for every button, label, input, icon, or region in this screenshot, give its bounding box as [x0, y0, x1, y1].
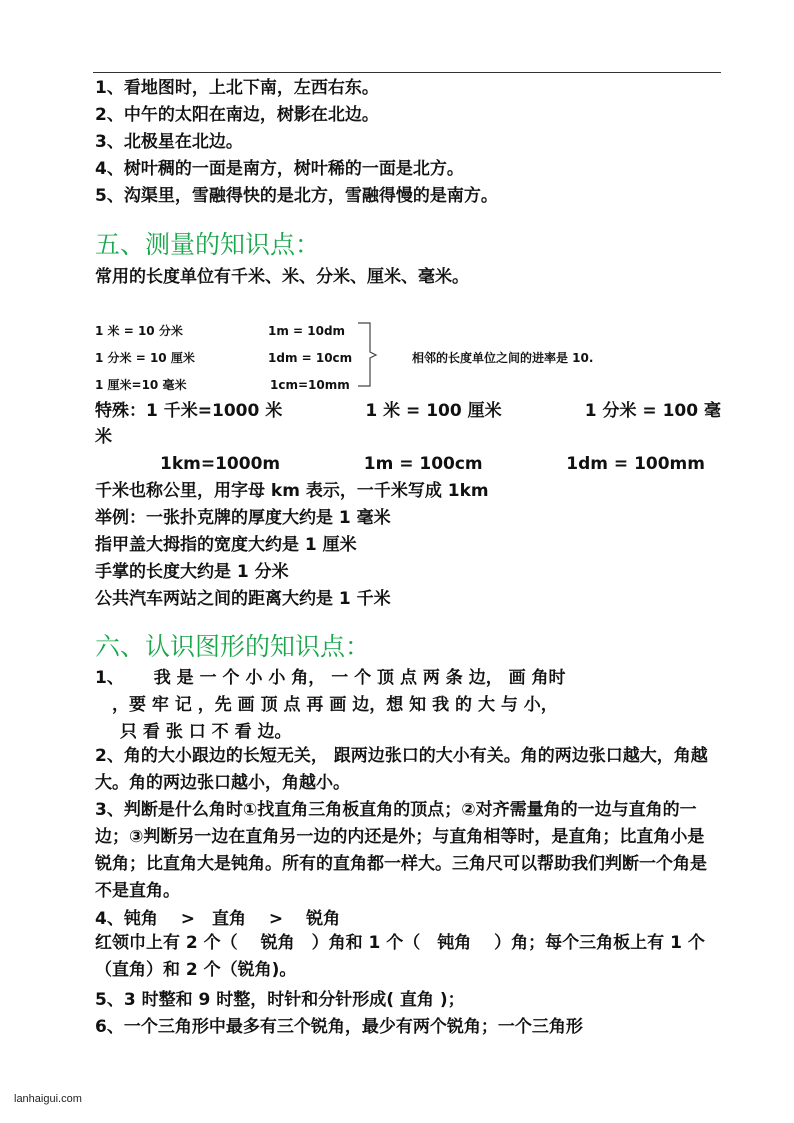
special-wrap: 米 — [95, 427, 112, 447]
section-heading-shapes: 六、认识图形的知识点： — [95, 632, 371, 661]
unit-conversion-cn: 1 分米 = 10 厘米 — [95, 351, 195, 365]
top-rule — [93, 72, 721, 73]
list-item: 3、北极星在北边。 — [95, 132, 243, 152]
poem-line-1 — [95, 667, 566, 689]
list-item: 2、中午的太阳在南边，树影在北边。 — [95, 105, 379, 125]
km-note: 千米也称公里，用字母 km 表示，一千米写成 1km — [95, 481, 489, 501]
special-conversion: 特殊：1 千米=1000 米 — [95, 401, 283, 421]
poem-text: 我 是 一 个 小 小 角， 一 个 顶 点 两 条 边， 画 角时 — [153, 668, 566, 688]
brace-icon — [356, 322, 380, 388]
list-item: 5、沟渠里，雪融得快的是北方，雪融得慢的是南方。 — [95, 186, 498, 206]
example-line: 指甲盖大拇指的宽度大约是 1 厘米 — [95, 535, 357, 555]
special-conversions-en — [160, 453, 705, 475]
example-line: 举例：一张扑克牌的厚度大约是 1 毫米 — [95, 508, 391, 528]
example-line: 手掌的长度大约是 1 分米 — [95, 562, 289, 582]
triangle-angles: 6、一个三角形中最多有三个锐角，最少有两个锐角；一个三角形 — [95, 1017, 583, 1037]
angle-order: 4、钝角 > 直角 > 锐角 — [95, 909, 341, 929]
red-scarf-example: 红领巾上有 2 个（ 锐角 ）角和 1 个（ 钝角 ）角；每个三角板上有 1 个（直角）和 2 个（锐角)。 — [95, 933, 705, 980]
clock-angle: 5、3 时整和 9 时整，时针和分针形成( 直角 )； — [95, 990, 465, 1010]
list-item: 1、看地图时，上北下南，左西右东。 — [95, 78, 379, 98]
rate-note: 相邻的长度单位之间的进率是 10. — [412, 351, 594, 365]
poem-line-2: ，要 牢 记 ，先 画 顶 点 再 画 边，想 知 我 的 大 与 小， — [112, 695, 558, 715]
poem-line-3: 只 看 张 口 不 看 边。 — [120, 722, 292, 742]
special-conversions — [95, 400, 721, 422]
special-conversion-en: 1km=1000m — [160, 454, 281, 474]
unit-conversion-cn: 1 厘米=10 毫米 — [95, 378, 187, 392]
special-conversion: 1 分米 = 100 毫 — [584, 401, 721, 421]
section-heading-measurement: 五、测量的知识点： — [95, 230, 321, 259]
footer-watermark: lanhaigui.com — [14, 1093, 82, 1105]
special-conversion-en: 1m = 100cm — [363, 454, 483, 474]
special-conversion-en: 1dm = 100mm — [566, 454, 705, 474]
unit-conversion-en: 1cm=10mm — [270, 378, 350, 392]
units-intro: 常用的长度单位有千米、米、分米、厘米、毫米。 — [95, 267, 469, 287]
poem-number: 1、 — [95, 668, 124, 688]
angle-size-rule: 2、角的大小跟边的长短无关， 跟两边张口的大小有关。角的两边张口越大，角越大。角的两边张口越小，角越小。 — [95, 746, 708, 793]
unit-conversion-en: 1m = 10dm — [268, 324, 346, 338]
unit-conversion-en: 1dm = 10cm — [268, 351, 353, 365]
special-conversion: 1 米 = 100 厘米 — [365, 401, 502, 421]
list-item: 4、树叶稠的一面是南方，树叶稀的一面是北方。 — [95, 159, 464, 179]
angle-judge-steps: 3、判断是什么角时①找直角三角板直角的顶点；②对齐需量角的一边与直角的一边；③判断另一边在直角另一边的内还是外；与直角相等时，是直角；比直角小是锐角；比直角大是钝角。所有的直角都一样大。三角尺可以帮助我们判断一个角是不是直角。 — [95, 800, 707, 901]
unit-conversion-cn: 1 米 = 10 分米 — [95, 324, 183, 338]
example-line: 公共汽车两站之间的距离大约是 1 千米 — [95, 589, 391, 609]
